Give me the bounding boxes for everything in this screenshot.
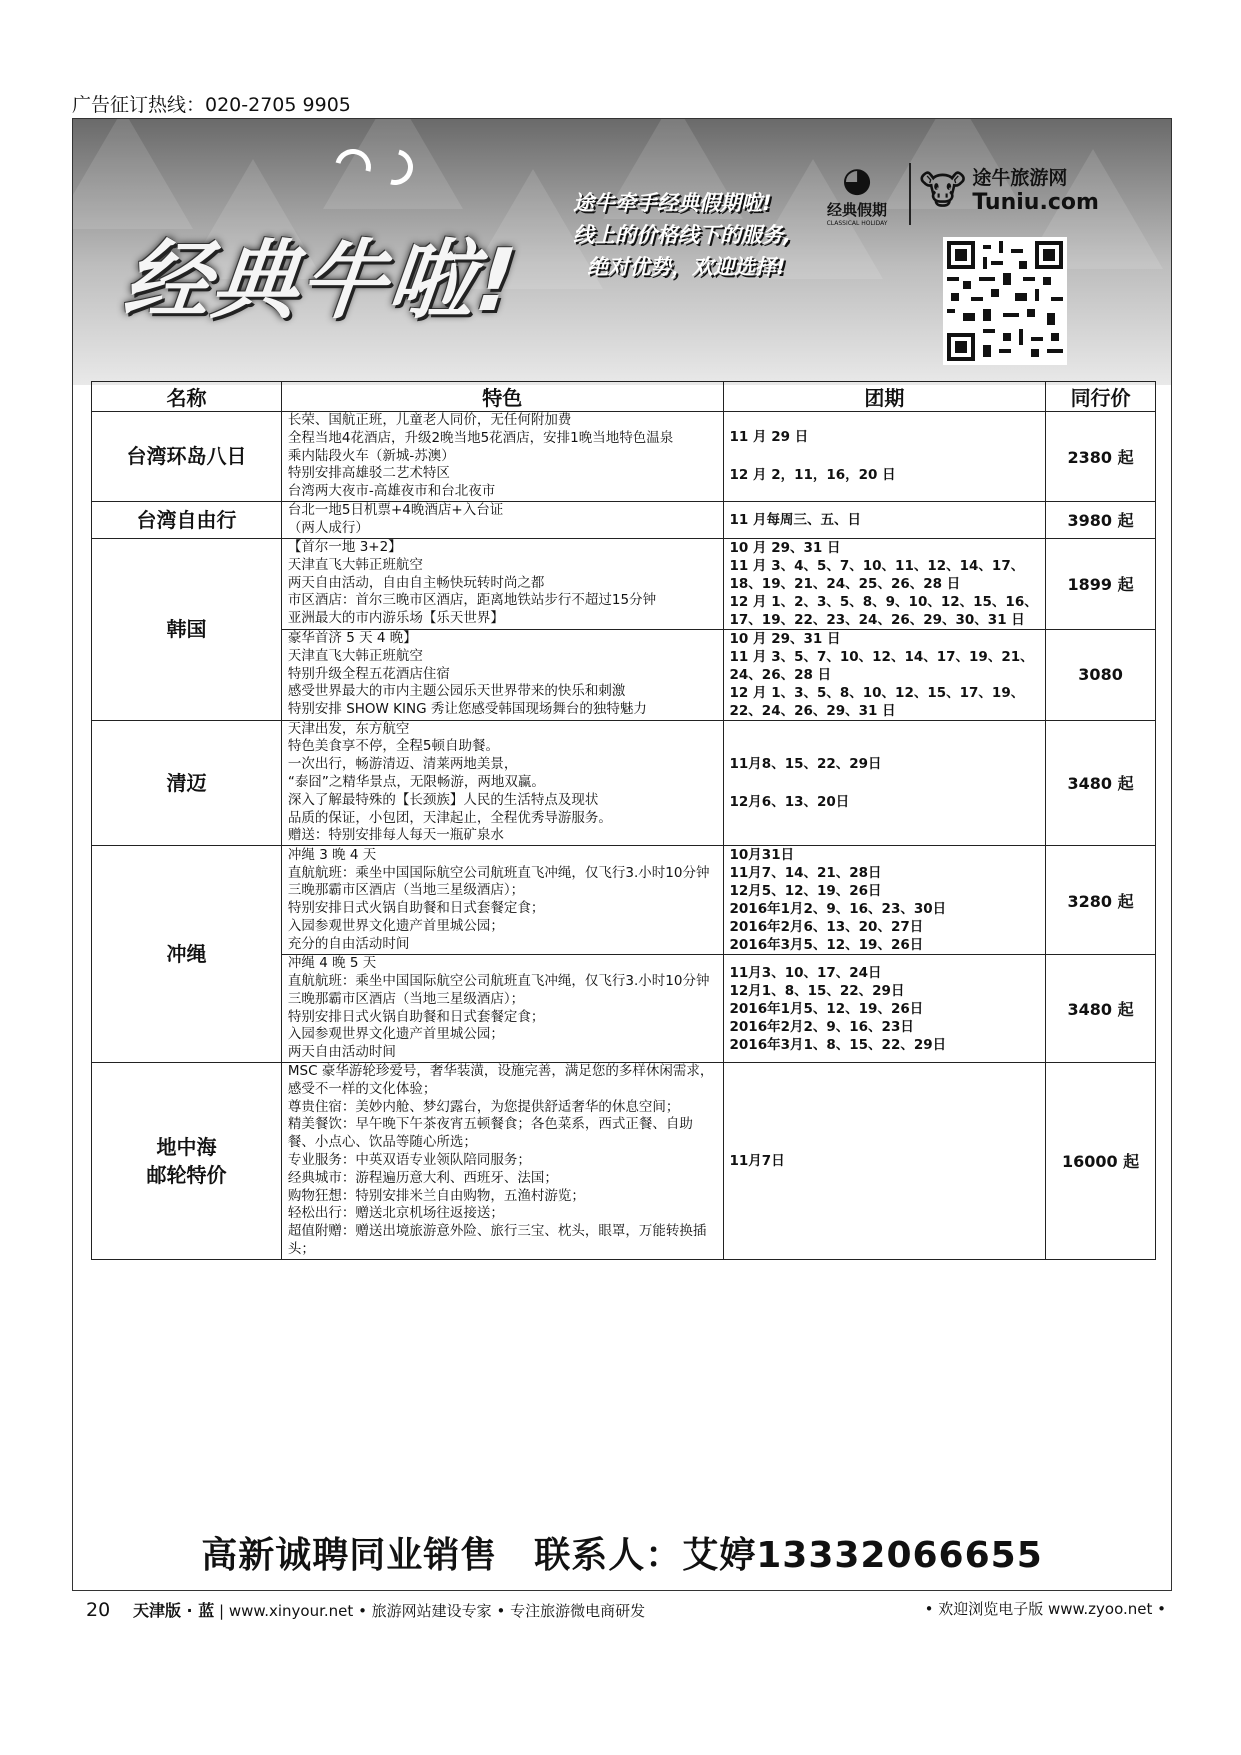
- date-line: 12 月 2，11，16，20 日: [729, 467, 896, 484]
- tour-price: 1899 起: [1046, 538, 1156, 629]
- ad-hotline: 广告征订热线：020-2705 9905: [72, 94, 351, 116]
- feature-line: 长荣、国航正班，儿童老人同价，无任何附加费: [287, 412, 572, 428]
- feature-line: 冲绳 3 晚 4 天: [287, 846, 377, 863]
- tour-features: [281, 629, 723, 720]
- shell-icon: ◕: [842, 160, 872, 200]
- date-line: 11月7、14、21、28日: [729, 865, 882, 882]
- tour-features: [281, 846, 723, 955]
- tour-table: [91, 381, 1156, 1260]
- tour-dates: [723, 955, 1046, 1063]
- tour-price: 3980 起: [1046, 501, 1156, 538]
- date-line: 10月31日: [729, 847, 795, 864]
- feature-line: 赠送：特别安排每人每天一瓶矿泉水: [287, 827, 504, 844]
- feature-line: 入园参观世界文化遗产首里城公园；: [287, 1026, 504, 1043]
- tour-name: 台湾环岛八日: [92, 412, 282, 502]
- feature-line: 台湾两大夜市-高雄夜市和台北夜市: [287, 483, 496, 500]
- date-line: 2016年2月2、9、16、23日: [729, 1018, 914, 1035]
- feature-line: 经典城市：游程遍历意大利、西班牙、法国；: [287, 1169, 558, 1186]
- date-line: 12 月 1、2、3、5、8、9、10、12、15、16、17、19、22、23、24、26、29、30、31 日: [729, 593, 1038, 628]
- feature-line: 精美餐饮：早午晚下午茶夜宵五顿餐食；各色菜系，西式正餐、自助餐、小点心、饮品等随心所选；: [287, 1116, 693, 1151]
- tour-price: 2380 起: [1046, 412, 1156, 502]
- tour-features: [281, 1062, 723, 1259]
- feature-line: 亚洲最大的市内游乐场【乐天世界】: [287, 610, 504, 627]
- feature-line: 台北一地5日机票+4晚酒店+入台证: [287, 501, 504, 518]
- feature-line: 一次出行，畅游清迈、清莱两地美景，: [287, 756, 518, 773]
- tour-name: 冲绳: [92, 846, 282, 1063]
- tuniu-logo: [919, 163, 1099, 219]
- feature-line: 特别安排日式火锅自助餐和日式套餐定食；: [287, 1008, 545, 1025]
- feature-line: 入园参观世界文化遗产首里城公园；: [287, 917, 504, 934]
- footer-right: • 欢迎浏览电子版 www.zyoo.net •: [924, 1600, 1166, 1618]
- tour-name: 韩国: [92, 538, 282, 720]
- table-row: [92, 720, 1156, 846]
- tour-dates: [723, 538, 1046, 629]
- qr-code-icon: [943, 237, 1067, 365]
- feature-line: 直航航班：乘坐中国国际航空公司航班直飞冲绳，仅飞行3.小时10分钟: [287, 864, 710, 881]
- feature-line: 专业服务：中英双语专业领队陪同服务；: [287, 1151, 531, 1168]
- tour-dates: [723, 412, 1046, 502]
- date-line: 2016年1月2、9、16、23、30日: [729, 901, 947, 918]
- table-row: [92, 412, 1156, 502]
- recruitment-banner: 高新诚聘同业销售 联系人：艾婷13332066655: [201, 1535, 1043, 1576]
- feature-line: 三晚那霸市区酒店（当地三星级酒店）；: [287, 882, 525, 899]
- feature-line: 豪华首济 5 天 4 晚】: [287, 630, 417, 647]
- feature-line: 超值附赠：赠送出境旅游意外险、旅行三宝、枕头，眼罩，万能转换插头；: [287, 1223, 707, 1257]
- slogan-line1: 途牛牵手经典假期啦!: [573, 191, 772, 215]
- feature-line: 购物狂想：特别安排米兰自由购物，五渔村游览；: [287, 1187, 585, 1204]
- feature-line: 轻松出行：赠送北京机场往返接送；: [287, 1205, 504, 1222]
- tour-price: 3480 起: [1046, 720, 1156, 846]
- tour-name: 地中海 邮轮特价: [92, 1062, 282, 1259]
- table-row: [92, 846, 1156, 955]
- feature-line: 特别安排高雄驳二艺术特区: [287, 465, 450, 482]
- date-line: 11 月每周三、五、日: [729, 511, 862, 528]
- tour-features: [281, 720, 723, 846]
- date-line: 11月8、15、22、29日: [729, 755, 882, 772]
- feature-line: 两天自由活动，自由自主畅快玩转时尚之都: [287, 574, 545, 591]
- feature-line: 三晚那霸市区酒店（当地三星级酒店）；: [287, 990, 525, 1007]
- classical-holiday-logo: [815, 161, 899, 227]
- feature-line: 深入了解最特殊的【长颈族】人民的生活特点及现状: [287, 791, 599, 808]
- slogan-line2: 线上的价格线下的服务,: [573, 223, 791, 247]
- tour-features: [281, 538, 723, 629]
- tour-price: 3280 起: [1046, 846, 1156, 955]
- date-line: 12月6、13、20日: [729, 793, 850, 810]
- page-number: 20: [86, 1599, 111, 1621]
- logo1-title: 经典假期: [826, 201, 887, 219]
- table-row: [92, 1062, 1156, 1259]
- date-line: 10 月 29、31 日: [729, 539, 841, 556]
- feature-line: 市区酒店：首尔三晚市区酒店，距离地铁站步行不超过15分钟: [287, 592, 657, 609]
- date-line: 12 月 1、3、5、8、10、12、15、17、19、22、24、26、29、31 日: [729, 684, 1025, 719]
- tour-features: [281, 501, 723, 538]
- feature-line: 乘内陆段火车（新城-苏澳）: [287, 447, 455, 464]
- date-line: 2016年3月1、8、15、22、29日: [729, 1036, 947, 1053]
- cow-icon: 🐮: [919, 168, 967, 214]
- tour-dates: [723, 501, 1046, 538]
- date-line: 2016年3月5、12、19、26日: [729, 937, 924, 954]
- slogan-line3: 绝对优势，欢迎选择!: [587, 255, 786, 279]
- tour-price: 3080: [1046, 629, 1156, 720]
- table-header: 团期: [723, 382, 1046, 412]
- tour-price: 16000 起: [1046, 1062, 1156, 1259]
- feature-line: 天津出发，东方航空: [287, 720, 410, 737]
- date-line: 2016年1月5、12、19、26日: [729, 1000, 924, 1017]
- feature-line: 天津直飞大韩正班航空: [287, 647, 423, 664]
- tour-dates: [723, 846, 1046, 955]
- feature-line: “泰囧”之精华景点，无限畅游，两地双赢。: [287, 773, 545, 790]
- feature-line: 特别安排日式火锅自助餐和日式套餐定食；: [287, 900, 545, 917]
- date-line: 12月5、12、19、26日: [729, 883, 882, 900]
- date-line: 2016年2月6、13、20、27日: [729, 919, 924, 936]
- tour-name: 台湾自由行: [92, 501, 282, 538]
- table-row: [92, 538, 1156, 629]
- date-line: 11 月 29 日: [729, 429, 809, 446]
- footer-left: www.xinyour.net • 旅游网站建设专家 • 专注旅游微电商研发: [228, 1602, 646, 1620]
- feature-line: 品质的保证，小包团，天津起止，全程优秀导游服务。: [287, 809, 612, 826]
- feature-line: MSC 豪华游轮珍爱号，奢华装潢，设施完善，满足您的多样休闲需求，感受不一样的文化体验；: [287, 1062, 714, 1097]
- date-line: [730, 446, 1040, 466]
- banner: [73, 119, 1171, 385]
- feature-line: 天津直飞大韩正班航空: [287, 556, 423, 573]
- date-line: 11 月 3、4、5、7、10、11、12、14、17、18、19、21、24、25、26、28 日: [729, 557, 1025, 592]
- feature-line: 尊贵住宿：美妙内舱、梦幻露台，为您提供舒适奢华的休息空间；: [287, 1098, 680, 1115]
- tour-features: [281, 412, 723, 502]
- tour-dates: [723, 629, 1046, 720]
- feature-line: 特色美食享不停，全程5顿自助餐。: [287, 738, 499, 755]
- date-line: 11月7日: [729, 1152, 785, 1169]
- tour-dates: [723, 720, 1046, 846]
- date-line: 11月3、10、17、24日: [729, 964, 882, 981]
- edition-label: 天津版 · 蓝: [132, 1601, 215, 1620]
- feature-line: 两天自由活动时间: [287, 1044, 396, 1061]
- feature-line: 特别升级全程五花酒店住宿: [287, 665, 450, 682]
- tour-dates: [723, 1062, 1046, 1259]
- feature-line: 直航航班：乘坐中国国际航空公司航班直飞冲绳，仅飞行3.小时10分钟: [287, 972, 710, 989]
- date-line: 11 月 3、5、7、10、12、14、17、19、21、24、26、28 日: [729, 648, 1034, 683]
- tour-features: [281, 955, 723, 1063]
- table-row: [92, 501, 1156, 538]
- feature-line: 特别安排 SHOW KING 秀让您感受韩国现场舞台的独特魅力: [287, 701, 647, 718]
- table-header: 同行价: [1046, 382, 1156, 412]
- table-header: 特色: [281, 382, 723, 412]
- table-header: 名称: [92, 382, 282, 412]
- feature-line: 感受世界最大的市内主题公园乐天世界带来的快乐和刺激: [287, 683, 626, 700]
- feature-line: 【首尔一地 3+2】: [287, 539, 402, 556]
- logo1-sub: CLASSICAL HOLIDAY: [826, 220, 888, 227]
- feature-line: （两人成行）: [287, 519, 369, 536]
- tour-price: 3480 起: [1046, 955, 1156, 1063]
- date-line: 10 月 29、31 日: [729, 630, 841, 647]
- date-line: 12月1、8、15、22、29日: [729, 982, 905, 999]
- tour-name: 清迈: [92, 720, 282, 846]
- ad-frame: [72, 118, 1172, 1591]
- feature-line: 充分的自由活动时间: [287, 935, 410, 952]
- logo2-domain: Tuniu.com: [972, 190, 1099, 215]
- banner-title: 经典牛啦!: [118, 231, 523, 331]
- date-line: [730, 773, 1040, 793]
- logo-divider: [909, 163, 911, 225]
- feature-line: 冲绳 4 晚 5 天: [287, 955, 377, 972]
- page-footer: 20 天津版 · 蓝 | www.xinyour.net • 旅游网站建设专家 • 专注旅游微电商研发 • 欢迎浏览电子版 www.zyoo.net •: [86, 1599, 1166, 1621]
- logo2-title: 途牛旅游网: [972, 167, 1068, 189]
- feature-line: 全程当地4花酒店，升级2晚当地5花酒店，安排1晚当地特色温泉: [287, 429, 674, 446]
